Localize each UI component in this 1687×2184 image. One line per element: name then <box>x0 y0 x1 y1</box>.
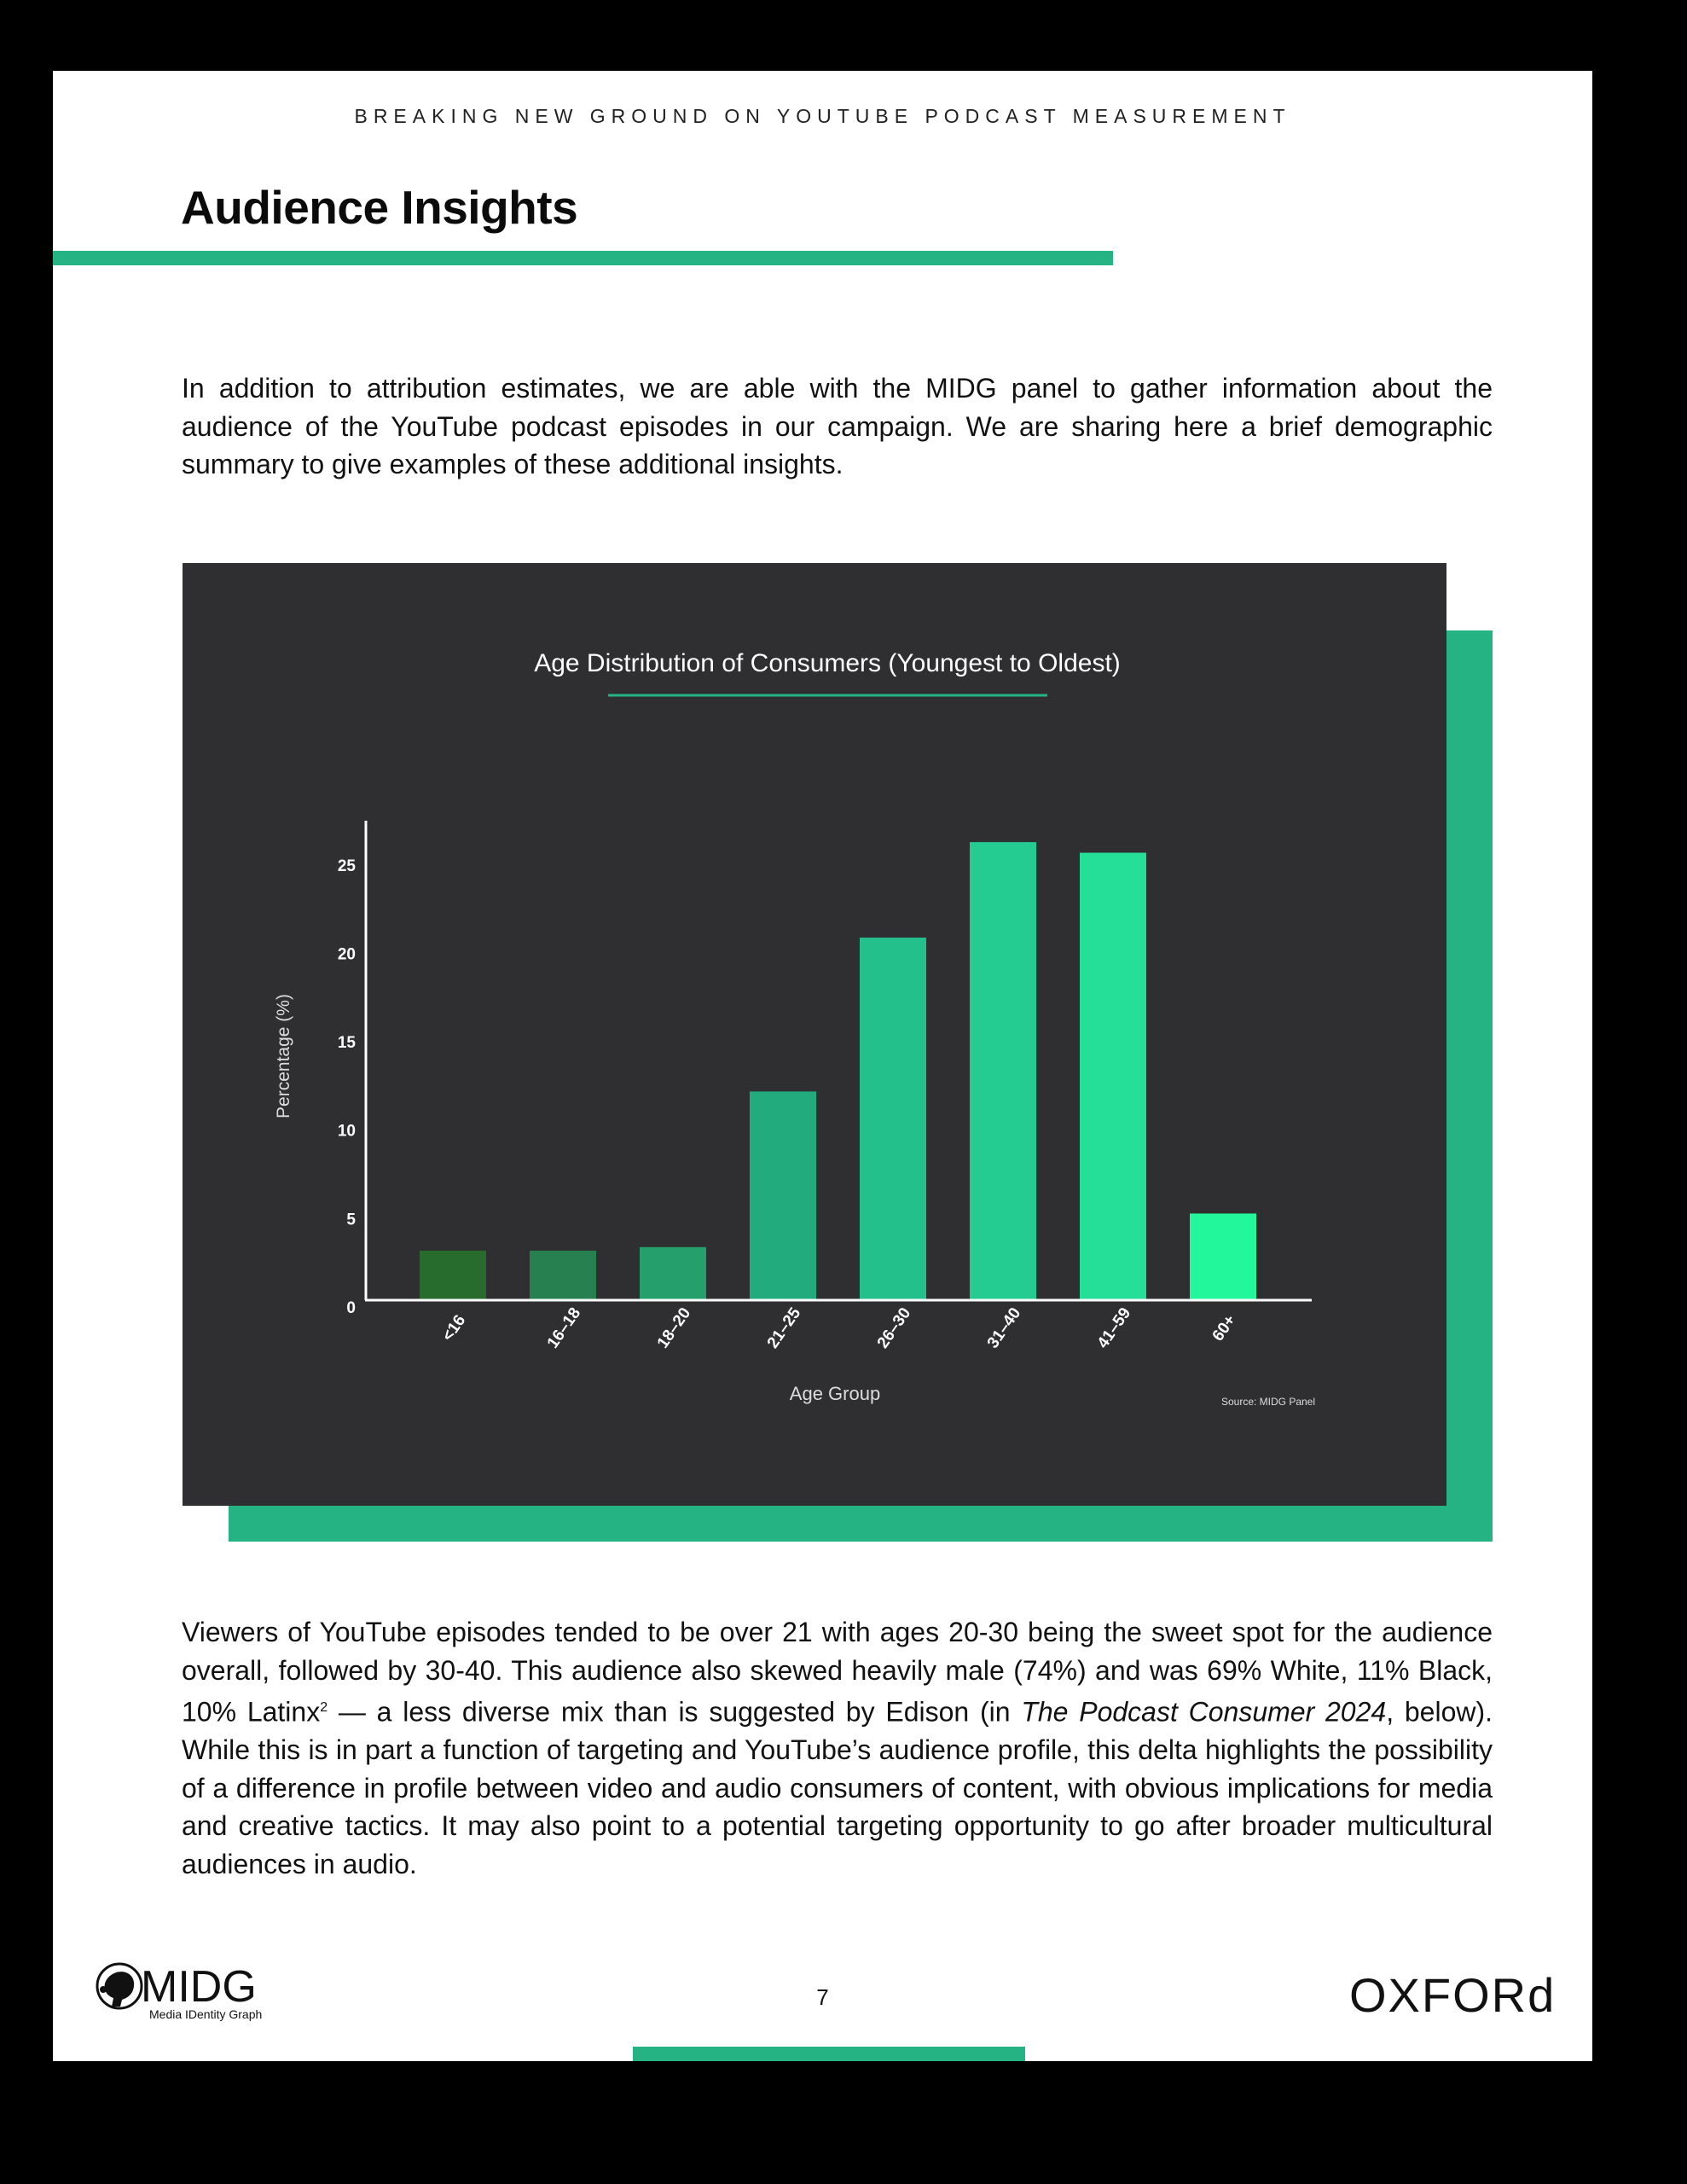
x-tick-label: <16 <box>438 1311 470 1345</box>
title-underline <box>53 251 1113 265</box>
chart-panel <box>183 563 1446 1506</box>
page-title: Audience Insights <box>181 181 578 234</box>
chart-title: Age Distribution of Consumers (Youngest to Oldest) <box>534 649 1121 677</box>
y-tick-label: 20 <box>337 945 356 964</box>
summary-text-part1: Viewers of YouTube episodes tended to be over 21 with ages 20-30 being the sweet spot for the audience overall, followed by 30-40. This audience also skewed heavily male (74%) and was 69% White, 11% Black, 10% Latinx <box>182 1617 1493 1728</box>
x-axis-ticks <box>439 1304 1240 1352</box>
y-tick-label: 15 <box>337 1034 356 1053</box>
bar-18–20 <box>640 1247 706 1300</box>
summary-paragraph <box>182 1613 1493 1883</box>
summary-text-part3: , below). While this is in part a function of targeting and YouTube’s audience profile, this delta highlights the possibility of a difference in profile between video and audio consumers of content, with obvious implications for media and creative tactics. It may also point to a potential targeting opportunity to go after broader multicultural audiences in audio. <box>182 1696 1493 1879</box>
bar-<16 <box>420 1251 486 1300</box>
oxford-logo: OXFORd <box>1349 1968 1557 2022</box>
running-header: BREAKING NEW GROUND ON YOUTUBE PODCAST MEASUREMENT <box>354 105 1291 127</box>
y-tick-label: 10 <box>337 1122 356 1141</box>
midg-logo-wordmark: MIDG <box>141 1962 257 2012</box>
x-tick-label: 41–59 <box>1093 1304 1135 1352</box>
page-number: 7 <box>816 1984 829 2010</box>
bar-26–30 <box>860 938 926 1300</box>
x-tick-label: 60+ <box>1209 1311 1240 1345</box>
bar-series <box>420 842 1256 1300</box>
bar-60+ <box>1190 1213 1256 1300</box>
bar-21–25 <box>750 1091 816 1300</box>
bar-31–40 <box>970 842 1036 1300</box>
y-axis-label: Percentage (%) <box>274 994 293 1118</box>
intro-paragraph: In addition to attribution estimates, we are able with the MIDG panel to gather information about the audience of the YouTube podcast episodes in our campaign. We are sharing here a brief demographic summary to give examples of these additional insights. <box>182 373 1493 479</box>
x-axis-label: Age Group <box>789 1383 881 1404</box>
x-tick-label: 31–40 <box>983 1304 1025 1352</box>
chart-source-note: Source: MIDG Panel <box>1220 1396 1316 1408</box>
y-axis-ticks <box>338 857 357 1317</box>
x-tick-label: 16–18 <box>543 1304 585 1352</box>
cited-report-title: The Podcast Consumer 2024 <box>1021 1696 1387 1728</box>
y-tick-label: 5 <box>346 1211 356 1229</box>
bottom-accent-bar <box>633 2047 1025 2061</box>
x-tick-label: 21–25 <box>763 1304 805 1352</box>
summary-text-part2: — a less diverse mix than is suggested by Edison (in <box>328 1696 1022 1728</box>
y-tick-label: 0 <box>346 1299 356 1317</box>
midg-logo-subtitle: Media IDentity Graph <box>149 2007 263 2021</box>
y-tick-label: 25 <box>337 857 356 875</box>
bar-16–18 <box>530 1251 596 1300</box>
report-page <box>53 71 1592 2061</box>
x-tick-label: 18–20 <box>653 1304 695 1352</box>
x-tick-label: 26–30 <box>873 1304 915 1352</box>
bar-41–59 <box>1080 853 1146 1300</box>
age-distribution-chart <box>183 563 1446 1506</box>
footnote-marker[interactable]: 2 <box>320 1700 328 1715</box>
